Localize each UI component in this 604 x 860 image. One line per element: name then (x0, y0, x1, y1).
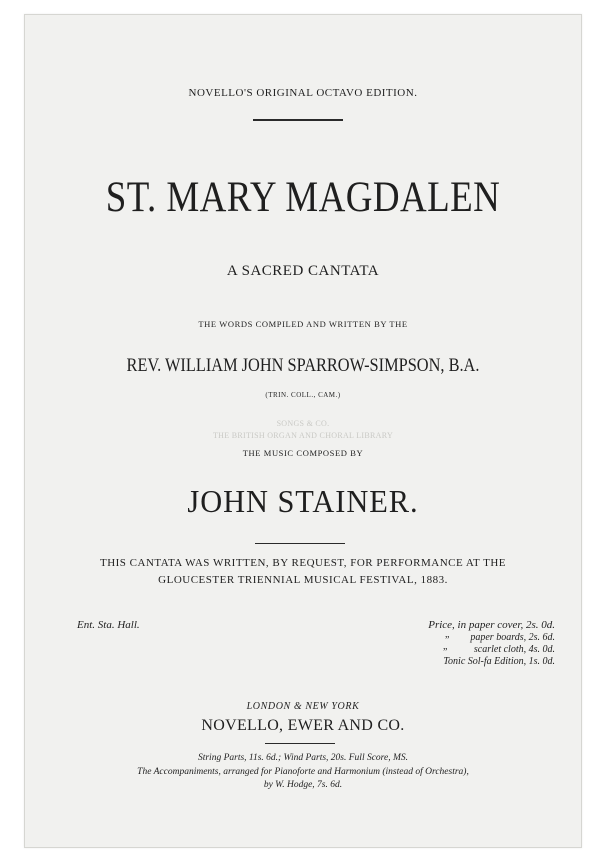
publisher-name: NOVELLO, EWER AND CO. (201, 717, 405, 734)
words-by-intro: THE WORDS COMPILED AND WRITTEN BY THE (198, 319, 408, 329)
price-line: paper boards, 2s. 6d. (470, 632, 555, 643)
price-line: Tonic Sol-fa Edition, 1s. 0d. (443, 656, 555, 667)
composer-name: JOHN STAINER. (187, 483, 419, 519)
commission-line-2: GLOUCESTER TRIENNIAL MUSICAL FESTIVAL, 1883. (158, 574, 448, 586)
price-line: scarlet cloth, 4s. 0d. (473, 644, 555, 655)
edition-line: NOVELLO'S ORIGINAL OCTAVO EDITION. (188, 87, 418, 99)
publisher-rule (265, 743, 335, 744)
author-name: REV. WILLIAM JOHN SPARROW-SIMPSON, B.A. (126, 355, 480, 376)
title: ST. MARY MAGDALEN (105, 174, 501, 221)
top-rule (253, 119, 343, 121)
publisher-place: LONDON & NEW YORK (246, 701, 360, 712)
composer-rule (255, 543, 345, 544)
bleed-through-line-1: SONGS & CO. (276, 419, 330, 428)
parts-note-2: The Accompaniments, arranged for Pianoforte and Harmonium (instead of Orchestra), (137, 767, 469, 777)
ditto-mark: „ (445, 629, 450, 640)
parts-note-1: String Parts, 11s. 6d.; Wind Parts, 20s. Full Score, MS. (197, 753, 409, 763)
subtitle: A SACRED CANTATA (226, 263, 380, 279)
registration-note: Ent. Sta. Hall. (77, 619, 140, 631)
ditto-mark: „ (443, 641, 448, 652)
parts-note-3: by W. Hodge, 7s. 6d. (263, 780, 343, 790)
price-line: Price, in paper cover, 2s. 0d. (428, 619, 555, 631)
title-page (24, 14, 582, 848)
bleed-through-line-2: THE BRITISH ORGAN AND CHORAL LIBRARY (212, 431, 394, 440)
author-college: (TRIN. COLL., CAM.) (265, 391, 341, 399)
commission-line-1: THIS CANTATA WAS WRITTEN, BY REQUEST, FOR PERFORMANCE AT THE (99, 557, 507, 569)
music-by-intro: THE MUSIC COMPOSED BY (242, 448, 364, 458)
